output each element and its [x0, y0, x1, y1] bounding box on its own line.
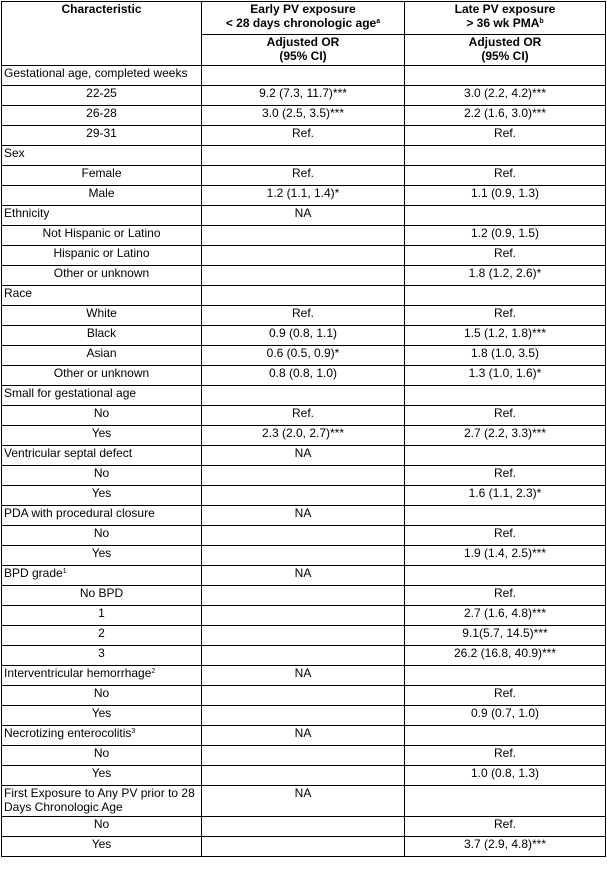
early-or-cell [202, 766, 405, 786]
table-row [2, 626, 606, 646]
characteristic-cell: Asian [2, 346, 202, 366]
characteristic-cell: No [2, 817, 202, 837]
table-row [2, 106, 606, 126]
early-or-cell: Ref. [202, 126, 405, 146]
table-section-row [2, 726, 606, 746]
characteristic-cell: BPD grade$^1$ [2, 566, 202, 586]
late-or-cell: 3.0 (2.2, 4.2)*** [405, 86, 606, 106]
late-or-cell [405, 386, 606, 406]
footnote-superscript: 1 [62, 568, 67, 575]
early-or-cell: NA [202, 506, 405, 526]
early-measure-header: Adjusted OR (95% CI) [202, 35, 405, 66]
late-header-superscript: b [539, 18, 544, 25]
late-or-cell [405, 446, 606, 466]
table-section-row [2, 506, 606, 526]
characteristic-cell: 29-31 [2, 126, 202, 146]
table-row [2, 546, 606, 566]
table-section-row [2, 206, 606, 226]
characteristic-cell: Black [2, 326, 202, 346]
late-header-line1: Late PV exposure [454, 2, 556, 16]
characteristic-cell: First Exposure to Any PV prior to 28 Days Chronologic Age [2, 786, 202, 817]
late-or-cell: 9.1(5.7, 14.5)*** [405, 626, 606, 646]
table-section-row [2, 786, 606, 817]
table-row [2, 246, 606, 266]
late-or-cell: Ref. [405, 586, 606, 606]
early-or-cell [202, 626, 405, 646]
early-exposure-header [202, 2, 405, 35]
results-table [1, 1, 606, 857]
late-or-cell [405, 146, 606, 166]
early-or-cell: NA [202, 666, 405, 686]
late-or-cell: 1.9 (1.4, 2.5)*** [405, 546, 606, 566]
characteristic-cell: Hispanic or Latino [2, 246, 202, 266]
characteristic-cell: Female [2, 166, 202, 186]
table-row [2, 766, 606, 786]
late-or-cell: 1.3 (1.0, 1.6)* [405, 366, 606, 386]
characteristic-cell: PDA with procedural closure [2, 506, 202, 526]
table-section-row [2, 286, 606, 306]
table-section-row [2, 446, 606, 466]
characteristic-cell: Other or unknown [2, 266, 202, 286]
characteristic-cell: Yes [2, 486, 202, 506]
characteristic-cell: Ethnicity [2, 206, 202, 226]
early-header-line2: < 28 days chronologic age$^a$ [225, 16, 381, 30]
early-or-cell: 0.6 (0.5, 0.9)* [202, 346, 405, 366]
characteristic-cell: Necrotizing enterocolitis$^3$ [2, 726, 202, 746]
table-row [2, 426, 606, 446]
table-row [2, 817, 606, 837]
early-or-cell [202, 686, 405, 706]
characteristic-cell: 3 [2, 646, 202, 666]
early-or-cell [202, 706, 405, 726]
early-or-cell [202, 466, 405, 486]
table-row [2, 486, 606, 506]
early-or-cell [202, 146, 405, 166]
late-or-cell [405, 566, 606, 586]
characteristic-cell: No [2, 526, 202, 546]
early-or-cell [202, 66, 405, 86]
early-or-cell [202, 837, 405, 857]
table-row [2, 406, 606, 426]
table-row [2, 226, 606, 246]
late-or-cell: Ref. [405, 466, 606, 486]
late-or-cell: 1.6 (1.1, 2.3)* [405, 486, 606, 506]
early-or-cell [202, 266, 405, 286]
characteristic-cell: Yes [2, 426, 202, 446]
early-or-cell [202, 246, 405, 266]
late-or-cell: Ref. [405, 817, 606, 837]
early-or-cell: NA [202, 446, 405, 466]
table-section-row [2, 146, 606, 166]
late-or-cell: 2.2 (1.6, 3.0)*** [405, 106, 606, 126]
early-or-cell [202, 226, 405, 246]
table-row [2, 346, 606, 366]
table-row [2, 706, 606, 726]
characteristic-cell: Small for gestational age [2, 386, 202, 406]
table-row [2, 86, 606, 106]
early-or-cell: 3.0 (2.5, 3.5)*** [202, 106, 405, 126]
early-or-cell: Ref. [202, 166, 405, 186]
characteristic-cell: Yes [2, 706, 202, 726]
characteristic-cell: Sex [2, 146, 202, 166]
characteristic-cell: Not Hispanic or Latino [2, 226, 202, 246]
late-or-cell: Ref. [405, 686, 606, 706]
early-or-cell: 0.8 (0.8, 1.0) [202, 366, 405, 386]
late-or-cell [405, 506, 606, 526]
characteristic-cell: 26-28 [2, 106, 202, 126]
early-or-cell: 0.9 (0.8, 1.1) [202, 326, 405, 346]
late-or-cell: Ref. [405, 406, 606, 426]
table-row [2, 366, 606, 386]
early-or-cell [202, 817, 405, 837]
characteristic-cell: Gestational age, completed weeks [2, 66, 202, 86]
early-or-cell [202, 646, 405, 666]
table-row [2, 306, 606, 326]
late-or-cell [405, 206, 606, 226]
table-row [2, 606, 606, 626]
characteristic-cell: Yes [2, 766, 202, 786]
characteristic-cell: No [2, 466, 202, 486]
late-or-cell: Ref. [405, 746, 606, 766]
late-exposure-header [405, 2, 606, 35]
characteristic-cell: No [2, 746, 202, 766]
characteristic-cell: 2 [2, 626, 202, 646]
late-or-cell: 0.9 (0.7, 1.0) [405, 706, 606, 726]
characteristic-cell: Yes [2, 837, 202, 857]
late-or-cell: Ref. [405, 126, 606, 146]
table-row [2, 126, 606, 146]
early-or-cell: Ref. [202, 306, 405, 326]
footnote-superscript: 2 [151, 668, 156, 675]
characteristic-cell: No [2, 406, 202, 426]
table-row [2, 586, 606, 606]
early-or-cell [202, 286, 405, 306]
late-or-cell: 1.0 (0.8, 1.3) [405, 766, 606, 786]
late-or-cell: 2.7 (1.6, 4.8)*** [405, 606, 606, 626]
table-row [2, 646, 606, 666]
early-or-cell [202, 486, 405, 506]
early-or-cell [202, 746, 405, 766]
table-section-row [2, 566, 606, 586]
characteristic-cell: Other or unknown [2, 366, 202, 386]
late-or-cell: 1.8 (1.0, 3.5) [405, 346, 606, 366]
characteristic-cell: 22-25 [2, 86, 202, 106]
characteristic-cell: Yes [2, 546, 202, 566]
table-row [2, 526, 606, 546]
late-or-cell [405, 726, 606, 746]
late-or-cell [405, 666, 606, 686]
late-header-line2: > 36 wk PMA$^b$ [466, 16, 544, 30]
early-or-cell: NA [202, 566, 405, 586]
characteristic-cell: No BPD [2, 586, 202, 606]
characteristic-cell: No [2, 686, 202, 706]
early-or-cell: NA [202, 726, 405, 746]
early-or-cell: Ref. [202, 406, 405, 426]
early-or-cell: 2.3 (2.0, 2.7)*** [202, 426, 405, 446]
table-row [2, 266, 606, 286]
late-or-cell: 2.7 (2.2, 3.3)*** [405, 426, 606, 446]
late-or-cell: 26.2 (16.8, 40.9)*** [405, 646, 606, 666]
early-or-cell [202, 546, 405, 566]
table-section-row [2, 66, 606, 86]
early-or-cell: NA [202, 786, 405, 817]
early-or-cell [202, 606, 405, 626]
characteristic-cell: Male [2, 186, 202, 206]
characteristic-cell: Ventricular septal defect [2, 446, 202, 466]
characteristic-cell: 1 [2, 606, 202, 626]
late-or-cell: Ref. [405, 166, 606, 186]
characteristic-cell: Interventricular hemorrhage$^2$ [2, 666, 202, 686]
late-or-cell: Ref. [405, 246, 606, 266]
late-or-cell [405, 786, 606, 817]
late-or-cell [405, 286, 606, 306]
late-or-cell: Ref. [405, 306, 606, 326]
table-header [2, 2, 606, 66]
table-row [2, 166, 606, 186]
table-section-row [2, 666, 606, 686]
early-or-cell [202, 586, 405, 606]
early-or-cell [202, 386, 405, 406]
table-row [2, 686, 606, 706]
late-or-cell: 1.8 (1.2, 2.6)* [405, 266, 606, 286]
characteristic-cell: White [2, 306, 202, 326]
early-header-superscript: a [376, 18, 381, 25]
characteristic-cell: Race [2, 286, 202, 306]
early-or-cell [202, 526, 405, 546]
early-or-cell: NA [202, 206, 405, 226]
early-or-cell: 1.2 (1.1, 1.4)* [202, 186, 405, 206]
late-or-cell: Ref. [405, 526, 606, 546]
late-or-cell: 1.1 (0.9, 1.3) [405, 186, 606, 206]
table-section-row [2, 386, 606, 406]
early-header-line1: Early PV exposure [250, 2, 356, 16]
late-or-cell: 3.7 (2.9, 4.8)*** [405, 837, 606, 857]
table-row [2, 326, 606, 346]
table-body [2, 66, 606, 857]
table-row [2, 466, 606, 486]
late-or-cell [405, 66, 606, 86]
late-or-cell: 1.5 (1.2, 1.8)*** [405, 326, 606, 346]
footnote-superscript: 3 [131, 728, 136, 735]
early-or-cell: 9.2 (7.3, 11.7)*** [202, 86, 405, 106]
late-measure-header: Adjusted OR (95% CI) [405, 35, 606, 66]
table-row [2, 186, 606, 206]
characteristic-header: Characteristic [2, 2, 202, 66]
table-row [2, 837, 606, 857]
table-row [2, 746, 606, 766]
late-or-cell: 1.2 (0.9, 1.5) [405, 226, 606, 246]
